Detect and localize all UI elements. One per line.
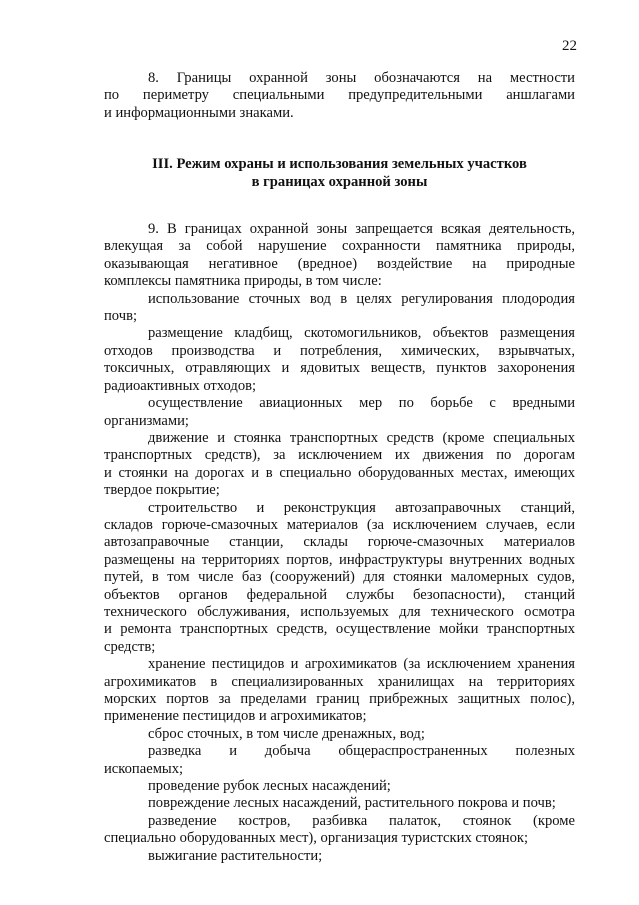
text-line: разведение костров, разбивка палаток, стоянок (кроме xyxy=(148,812,575,829)
text-line: осуществление авиационных мер по борьбе с вредными xyxy=(148,395,575,412)
text-line: радиоактивных отходов; xyxy=(104,377,257,394)
text-line: влекущая за собой нарушение сохранности памятника природы, xyxy=(104,238,575,255)
text-line: по периметру специальными предупредительными аншлагами xyxy=(104,87,575,104)
section-heading xyxy=(104,156,575,191)
list-item-discharge xyxy=(104,726,575,743)
text-line: выжигание растительности; xyxy=(148,847,323,864)
list-item-burning xyxy=(104,848,575,865)
page-number: 22 xyxy=(562,38,577,54)
text-line: хранение пестицидов и агрохимикатов (за исключением хранения xyxy=(148,656,575,673)
text-line: разведка и добыча общераспространенных полезных xyxy=(148,743,575,760)
text-line: размещены на территориях портов, инфраструктуры внутренних водных xyxy=(104,551,575,568)
paragraph-8 xyxy=(104,70,575,122)
text-line: организмами; xyxy=(104,412,189,429)
text-line: 9. В границах охранной зоны запрещается всякая деятельность, xyxy=(148,221,575,238)
text-line: 8. Границы охранной зоны обозначаются на местности xyxy=(148,70,575,86)
heading-line: в границах охранной зоны xyxy=(251,173,428,190)
text-line: автозаправочные станции, склады горюче-смазочных материалов xyxy=(104,534,575,551)
text-line: отходов производства и потребления, химических, взрывчатых, xyxy=(104,342,575,359)
text-line: и стоянки на дорогах и в специально оборудованных местах, имеющих xyxy=(104,464,575,481)
list-item-aviation xyxy=(104,395,575,430)
text-line: повреждение лесных насаждений, растительного покрова и почв; xyxy=(148,795,556,812)
list-item-cemeteries xyxy=(104,325,575,395)
list-item-minerals xyxy=(104,743,575,778)
text-line: морских портов за пределами границ прибрежных защитных полос), xyxy=(104,691,575,707)
text-line: складов горюче-смазочных материалов (за исключением случаев, если xyxy=(104,516,575,533)
list-item-pesticides xyxy=(104,656,575,726)
heading-line: III. Режим охраны и использования земельных участков xyxy=(152,156,527,173)
document-body xyxy=(104,70,575,865)
list-item-construction xyxy=(104,500,575,657)
list-item-wastewater xyxy=(104,291,575,326)
text-line: движение и стоянка транспортных средств (кроме специальных xyxy=(148,429,575,446)
list-item-fires xyxy=(104,813,575,848)
text-line: технического обслуживания, используемых для технического осмотра xyxy=(104,603,575,620)
list-item-logging xyxy=(104,778,575,795)
text-line: специально оборудованных мест), организация туристских стоянок; xyxy=(104,830,529,847)
text-line: и информационными знаками. xyxy=(104,104,294,121)
text-line: твердое покрытие; xyxy=(104,482,220,499)
text-line: проведение рубок лесных насаждений; xyxy=(148,778,391,795)
text-line: применение пестицидов и агрохимикатов; xyxy=(104,708,367,725)
text-line: использование сточных вод в целях регулирования плодородия xyxy=(148,290,575,307)
text-line: размещение кладбищ, скотомогильников, объектов размещения xyxy=(148,325,575,342)
paragraph-9 xyxy=(104,221,575,291)
text-line: почв; xyxy=(104,308,138,325)
list-item-damage xyxy=(104,795,575,812)
text-line: комплексы памятника природы, в том числе: xyxy=(104,273,382,290)
text-line: сброс сточных, в том числе дренажных, вод; xyxy=(148,725,425,742)
text-line: ископаемых; xyxy=(104,760,184,777)
list-item-vehicles xyxy=(104,430,575,500)
text-line: строительство и реконструкция автозаправочных станций, xyxy=(148,499,575,516)
text-line: транспортных средств), за исключением их движения по дорогам xyxy=(104,447,575,464)
text-line: оказывающая негативное (вредное) воздействие на природные xyxy=(104,255,575,272)
text-line: токсичных, отравляющих и ядовитых веществ, пунктов захоронения xyxy=(104,360,575,377)
text-line: и ремонта транспортных средств, осуществление мойки транспортных xyxy=(104,621,575,638)
text-line: средств; xyxy=(104,638,156,655)
text-line: путей, в том числе баз (сооружений) для стоянки маломерных судов, xyxy=(104,569,575,586)
text-line: агрохимикатов в специализированных хранилищах на территориях xyxy=(104,673,575,690)
text-line: объектов органов федеральной службы безопасности), станций xyxy=(104,586,575,603)
